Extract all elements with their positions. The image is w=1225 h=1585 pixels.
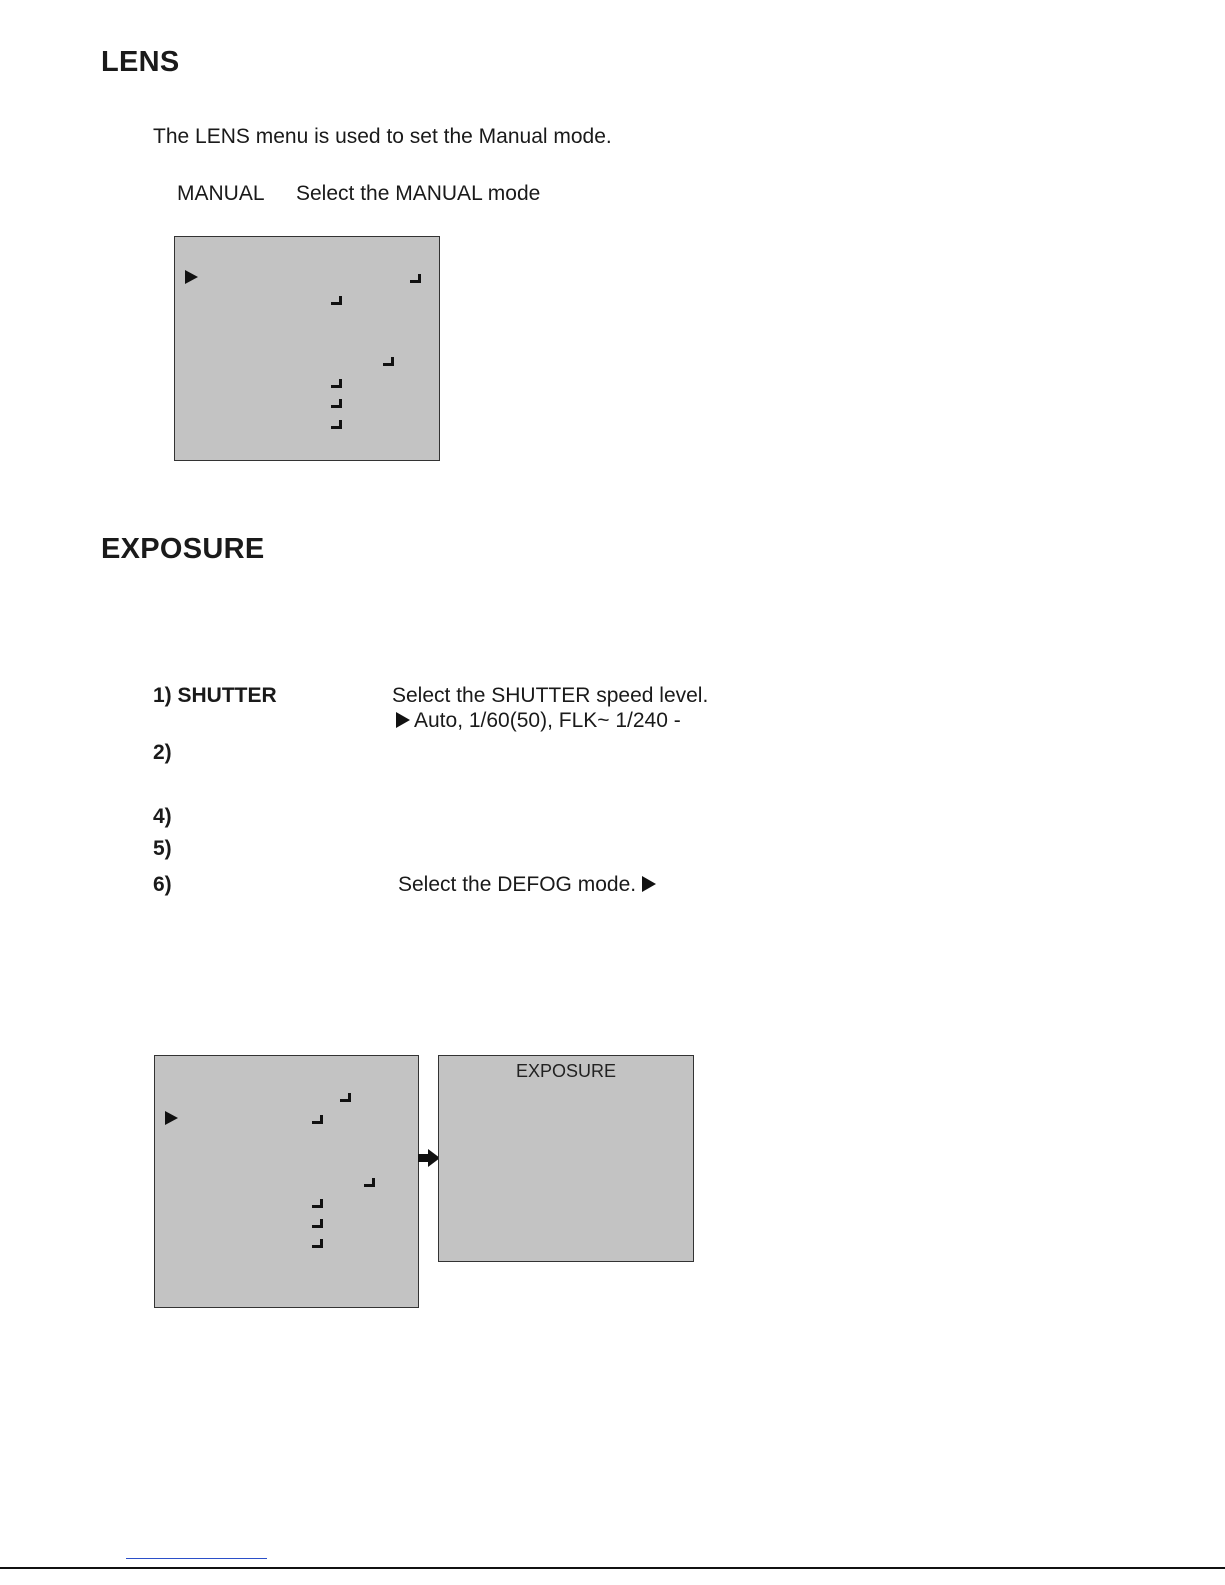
- enter-return-icon: [312, 1219, 323, 1228]
- footer-link-underline: [126, 1558, 267, 1559]
- enter-return-icon: [383, 357, 394, 366]
- exposure-item-1-number: 1) SHUTTER: [153, 684, 277, 707]
- exposure-item-6-number: 6): [153, 873, 172, 896]
- enter-return-icon: [331, 399, 342, 408]
- shutter-options: Auto, 1/60(50), FLK~ 1/240 -: [414, 709, 681, 732]
- exposure-item-4-number: 4): [153, 805, 172, 828]
- exposure-submenu-title: EXPOSURE: [515, 1061, 617, 1081]
- cursor-triangle-icon: [185, 270, 198, 284]
- exposure-item-5-number: 5): [153, 837, 172, 860]
- lens-osd-menu: [174, 236, 440, 461]
- enter-return-icon: [410, 274, 421, 283]
- defog-triangle-icon: [642, 876, 656, 892]
- right-arrow-icon: [418, 1149, 440, 1167]
- lens-heading: LENS: [101, 46, 180, 78]
- enter-return-icon: [312, 1239, 323, 1248]
- lens-manual-term: MANUAL: [177, 182, 265, 205]
- enter-return-icon: [331, 420, 342, 429]
- enter-return-icon: [312, 1199, 323, 1208]
- main-osd-menu: [154, 1055, 419, 1308]
- enter-return-icon: [331, 296, 342, 305]
- enter-return-icon: [312, 1115, 323, 1124]
- exposure-item-1-options: [396, 709, 681, 733]
- defog-desc: Select the DEFOG mode.: [398, 873, 637, 896]
- exposure-item-2-number: 2): [153, 741, 172, 764]
- exposure-heading: EXPOSURE: [101, 533, 265, 565]
- enter-return-icon: [340, 1093, 351, 1102]
- enter-return-icon: [331, 379, 342, 388]
- exposure-item-1-desc: Select the SHUTTER speed level.: [392, 684, 709, 707]
- footer-divider: [0, 1567, 1225, 1569]
- lens-intro: The LENS menu is used to set the Manual mode.: [153, 125, 612, 148]
- lens-manual-desc: Select the MANUAL mode: [296, 182, 541, 205]
- option-triangle-icon: [396, 712, 410, 728]
- exposure-item-6-desc-line: [398, 873, 656, 897]
- enter-return-icon: [364, 1178, 375, 1187]
- exposure-submenu: [438, 1055, 694, 1262]
- cursor-triangle-icon: [165, 1111, 178, 1125]
